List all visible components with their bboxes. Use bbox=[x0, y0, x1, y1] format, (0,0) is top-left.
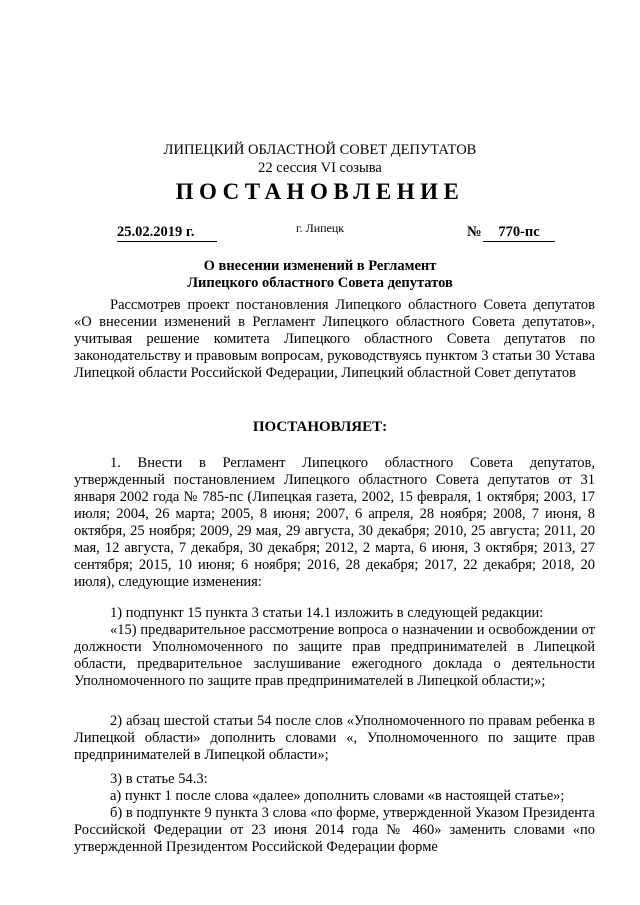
session-info: 22 сессия VI созыва bbox=[258, 160, 382, 176]
subject-line-1: О внесении изменений в Регламент bbox=[203, 258, 437, 274]
document-type-title: ПОСТАНОВЛЕНИЕ bbox=[175, 179, 465, 204]
document-number: 770-пс bbox=[483, 224, 555, 242]
item-1-block bbox=[74, 455, 595, 591]
item-1-paragraph: 1. Внести в Регламент Липецкого областного Совета депутатов, утвержденный постановлением Липецкого областного Совета депутатов от 31 января 2002 года № 785-пс (Липецкая газета, 2002, 15 февраля, 1 октября; 2003, 17 июля; 2004, 26 марта; 2005, 8 июня; 2007, 6 апреля, 28 ноября; 2008, 7 июня, 8 октября, 25 ноября; 2009, 29 мая, 29 августа, 30 декабря; 2010, 25 августа; 2011, 20 мая, 12 августа, 7 декабря, 30 декабря; 2012, 2 марта, 6 июня, 3 октября; 2013, 27 сентября; 2015, 10 июня; 6 ноября; 2016, 28 декабря; 2017, 22 декабря; 2018, 20 июля), следующие изменения: bbox=[74, 455, 595, 590]
document-number-label: № bbox=[467, 224, 482, 240]
document-date: 25.02.2019 г. bbox=[117, 224, 217, 242]
subitem-3-a: а) пункт 1 после слова «далее» дополнить словами «в настоящей статье»; bbox=[110, 788, 565, 804]
preamble-block bbox=[74, 297, 595, 382]
subitem-3-heading: 3) в статье 54.3: bbox=[110, 771, 208, 787]
organization-name: ЛИПЕЦКИЙ ОБЛАСТНОЙ СОВЕТ ДЕПУТАТОВ bbox=[163, 142, 477, 158]
subject-line-2: Липецкого областного Совета депутатов bbox=[187, 275, 453, 291]
subitem-1-block bbox=[74, 605, 595, 690]
document-city: г. Липецк bbox=[296, 221, 345, 235]
subitem-1-heading: 1) подпункт 15 пункта 3 статьи 14.1 изложить в следующей редакции: bbox=[110, 605, 544, 621]
document-subject bbox=[0, 258, 640, 292]
subitem-1-text: «15) предварительное рассмотрение вопроса о назначении и освобождении от должности Уполномоченного по защите прав предпринимателей в Липецкой области, предварительное заслушивание ежегодного доклада о деятельности Уполномоченного по защите прав предпринимателей в Липецкой области;»; bbox=[74, 622, 595, 689]
subitem-3-b: б) в подпункте 9 пункта 3 слова «по форме, утвержденной Указом Президента Российской Федерации от 23 июня 2014 года № 460» заменить словами «по утвержденной Президентом Российской Федерации форме bbox=[74, 805, 595, 855]
subitem-2-block bbox=[74, 713, 595, 764]
preamble-paragraph: Рассмотрев проект постановления Липецкого областного Совета депутатов «О внесении изменений в Регламент Липецкого областного Совета депутатов», учитывая решение комитета Липецкого областного Совета депутатов по законодательству и правовым вопросам, руководствуясь пунктом 3 статьи 30 Устава Липецкой области Российской Федерации, Липецкий областной Совет депутатов bbox=[74, 297, 595, 381]
resolves-heading: ПОСТАНОВЛЯЕТ: bbox=[252, 419, 388, 435]
subitem-2-text: 2) абзац шестой статьи 54 после слов «Уполномоченного по правам ребенка в Липецкой области» дополнить словами «, Уполномоченного по защите прав предпринимателей в Липецкой области»; bbox=[74, 713, 595, 763]
subitem-3-block bbox=[74, 771, 595, 856]
